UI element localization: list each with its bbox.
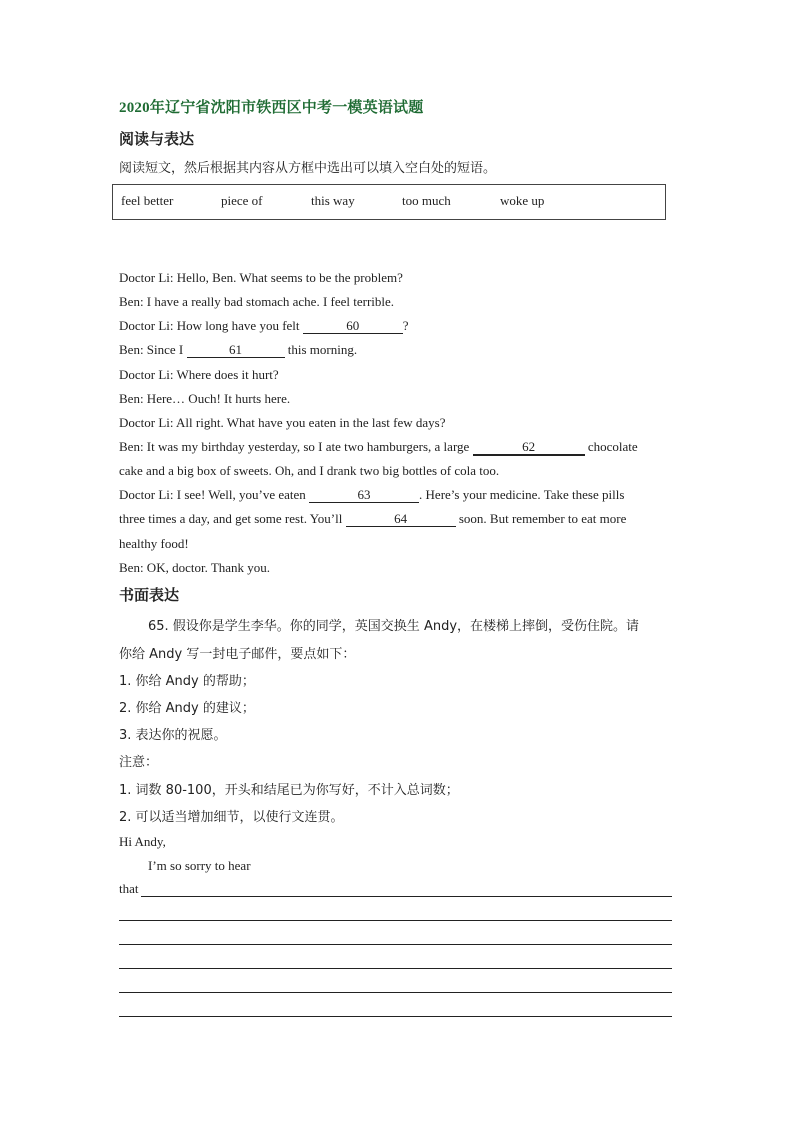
dialogue-line: Ben: I have a really bad stomach ache. I feel terrible.	[119, 294, 395, 309]
writing-line[interactable]	[119, 968, 672, 969]
blank-63[interactable]: 63	[309, 488, 419, 503]
page-title: 2020年辽宁省沈阳市铁西区中考一模英语试题	[119, 100, 424, 116]
writing-section-heading: 书面表达	[119, 588, 180, 604]
letter-that: that	[119, 881, 139, 896]
dialogue-text: chocolate	[584, 439, 638, 454]
dialogue-text: Ben: Since I	[119, 342, 187, 357]
dialogue-line: Ben: Here… Ouch! It hurts here.	[119, 391, 291, 406]
dialogue-line	[119, 511, 626, 527]
dialogue-text: this morning.	[284, 342, 358, 357]
blank-64[interactable]: 64	[346, 512, 456, 527]
writing-line[interactable]	[119, 992, 672, 993]
dialogue-text: . Here’s your medicine. Take these pills	[419, 487, 625, 502]
word-option: too much	[402, 193, 451, 208]
writing-point: 2. 你给 Andy 的建议；	[119, 701, 255, 716]
dialogue-line	[119, 439, 638, 456]
dialogue-line: Doctor Li: Where does it hurt?	[119, 367, 279, 382]
dialogue-line: Doctor Li: All right. What have you eaten in the last few days?	[119, 415, 446, 430]
dialogue-text: ?	[402, 318, 409, 333]
dialogue-text: three times a day, and get some rest. You’ll	[119, 511, 346, 526]
dialogue-line	[119, 342, 357, 358]
note-label: 注意：	[119, 755, 159, 770]
word-option: feel better	[121, 193, 174, 208]
reading-section-heading: 阅读与表达	[119, 132, 195, 148]
writing-prompt: 65. 假设你是学生李华。你的同学，英国交换生 Andy，在楼梯上摔倒，受伤住院。请	[148, 619, 640, 634]
dialogue-line: cake and a big box of sweets. Oh, and I drank two big bottles of cola too.	[119, 463, 500, 478]
word-option: piece of	[221, 193, 263, 208]
word-box	[112, 184, 666, 220]
note-item: 1. 词数 80-100，开头和结尾已为你写好，不计入总词数；	[119, 783, 459, 798]
writing-line[interactable]	[119, 920, 672, 921]
writing-line[interactable]	[119, 1016, 672, 1017]
note-item: 2. 可以适当增加细节，以使行文连贯。	[119, 810, 344, 825]
dialogue-line: healthy food!	[119, 536, 189, 551]
dialogue-line: Ben: OK, doctor. Thank you.	[119, 560, 271, 575]
blank-62[interactable]: 62	[473, 440, 585, 456]
dialogue-line	[119, 318, 409, 334]
word-option: woke up	[500, 193, 545, 208]
dialogue-text: Ben: It was my birthday yesterday, so I ate two hamburgers, a large	[119, 439, 473, 454]
writing-line[interactable]	[119, 944, 672, 945]
word-option: this way	[311, 193, 355, 208]
writing-prompt: 你给 Andy 写一封电子邮件，要点如下：	[119, 647, 356, 662]
letter-greeting: Hi Andy,	[119, 834, 166, 849]
blank-60[interactable]: 60	[303, 319, 403, 334]
writing-line[interactable]	[141, 896, 672, 897]
dialogue-line: Doctor Li: Hello, Ben. What seems to be the problem?	[119, 270, 403, 285]
writing-point: 1. 你给 Andy 的帮助；	[119, 674, 255, 689]
dialogue-text: soon. But remember to eat more	[455, 511, 627, 526]
dialogue-text: Doctor Li: I see! Well, you’ve eaten	[119, 487, 310, 502]
dialogue-text: Doctor Li: How long have you felt	[119, 318, 303, 333]
dialogue-line	[119, 487, 624, 503]
reading-instruction: 阅读短文，然后根据其内容从方框中选出可以填入空白处的短语。	[119, 160, 497, 175]
writing-point: 3. 表达你的祝愿。	[119, 728, 227, 743]
blank-61[interactable]: 61	[187, 343, 285, 358]
letter-opening: I’m so sorry to hear	[148, 858, 251, 873]
